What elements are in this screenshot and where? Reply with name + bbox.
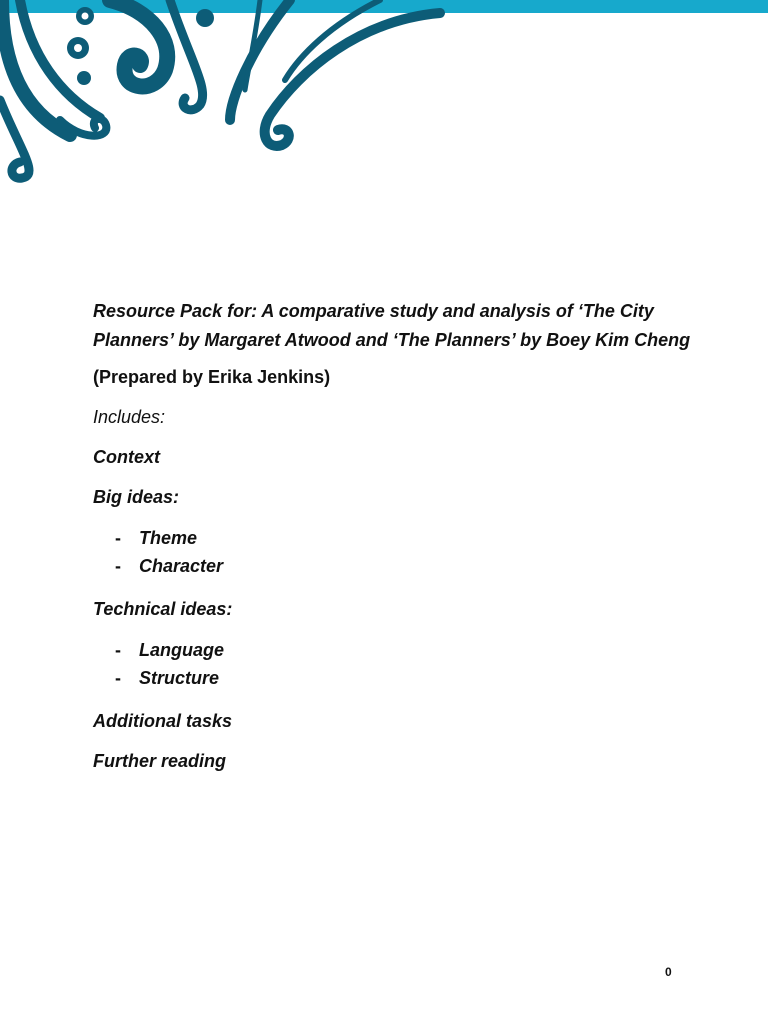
prepared-by: (Prepared by Erika Jenkins) [93,367,331,387]
bullet-dash: - [115,640,121,660]
section-heading-technical-ideas: Technical ideas: [93,599,233,619]
bullet-dash: - [115,668,121,688]
section-heading-further-reading: Further reading [93,751,227,771]
page-number: 0 [665,965,672,979]
list-item: - Character [93,552,693,580]
bullet-dash: - [115,556,121,576]
bullet-dash: - [115,528,121,548]
technical-ideas-list [93,636,693,692]
decorative-header-art [0,0,768,200]
list-item: - Theme [93,524,693,552]
section-heading-big-ideas: Big ideas: [93,487,180,507]
section-heading-additional-tasks: Additional tasks [93,711,233,731]
list-item: - Language [93,636,693,664]
document-title: Resource Pack for: A comparative study and analysis of ‘The City Planners’ by Margaret Atwood and ‘The Planners’ by Boey Kim Cheng [93,301,691,350]
big-ideas-list [93,524,693,580]
document-body [93,297,693,772]
section-heading-context: Context [93,447,160,467]
includes-label: Includes: [93,407,166,427]
list-item: - Structure [93,664,693,692]
